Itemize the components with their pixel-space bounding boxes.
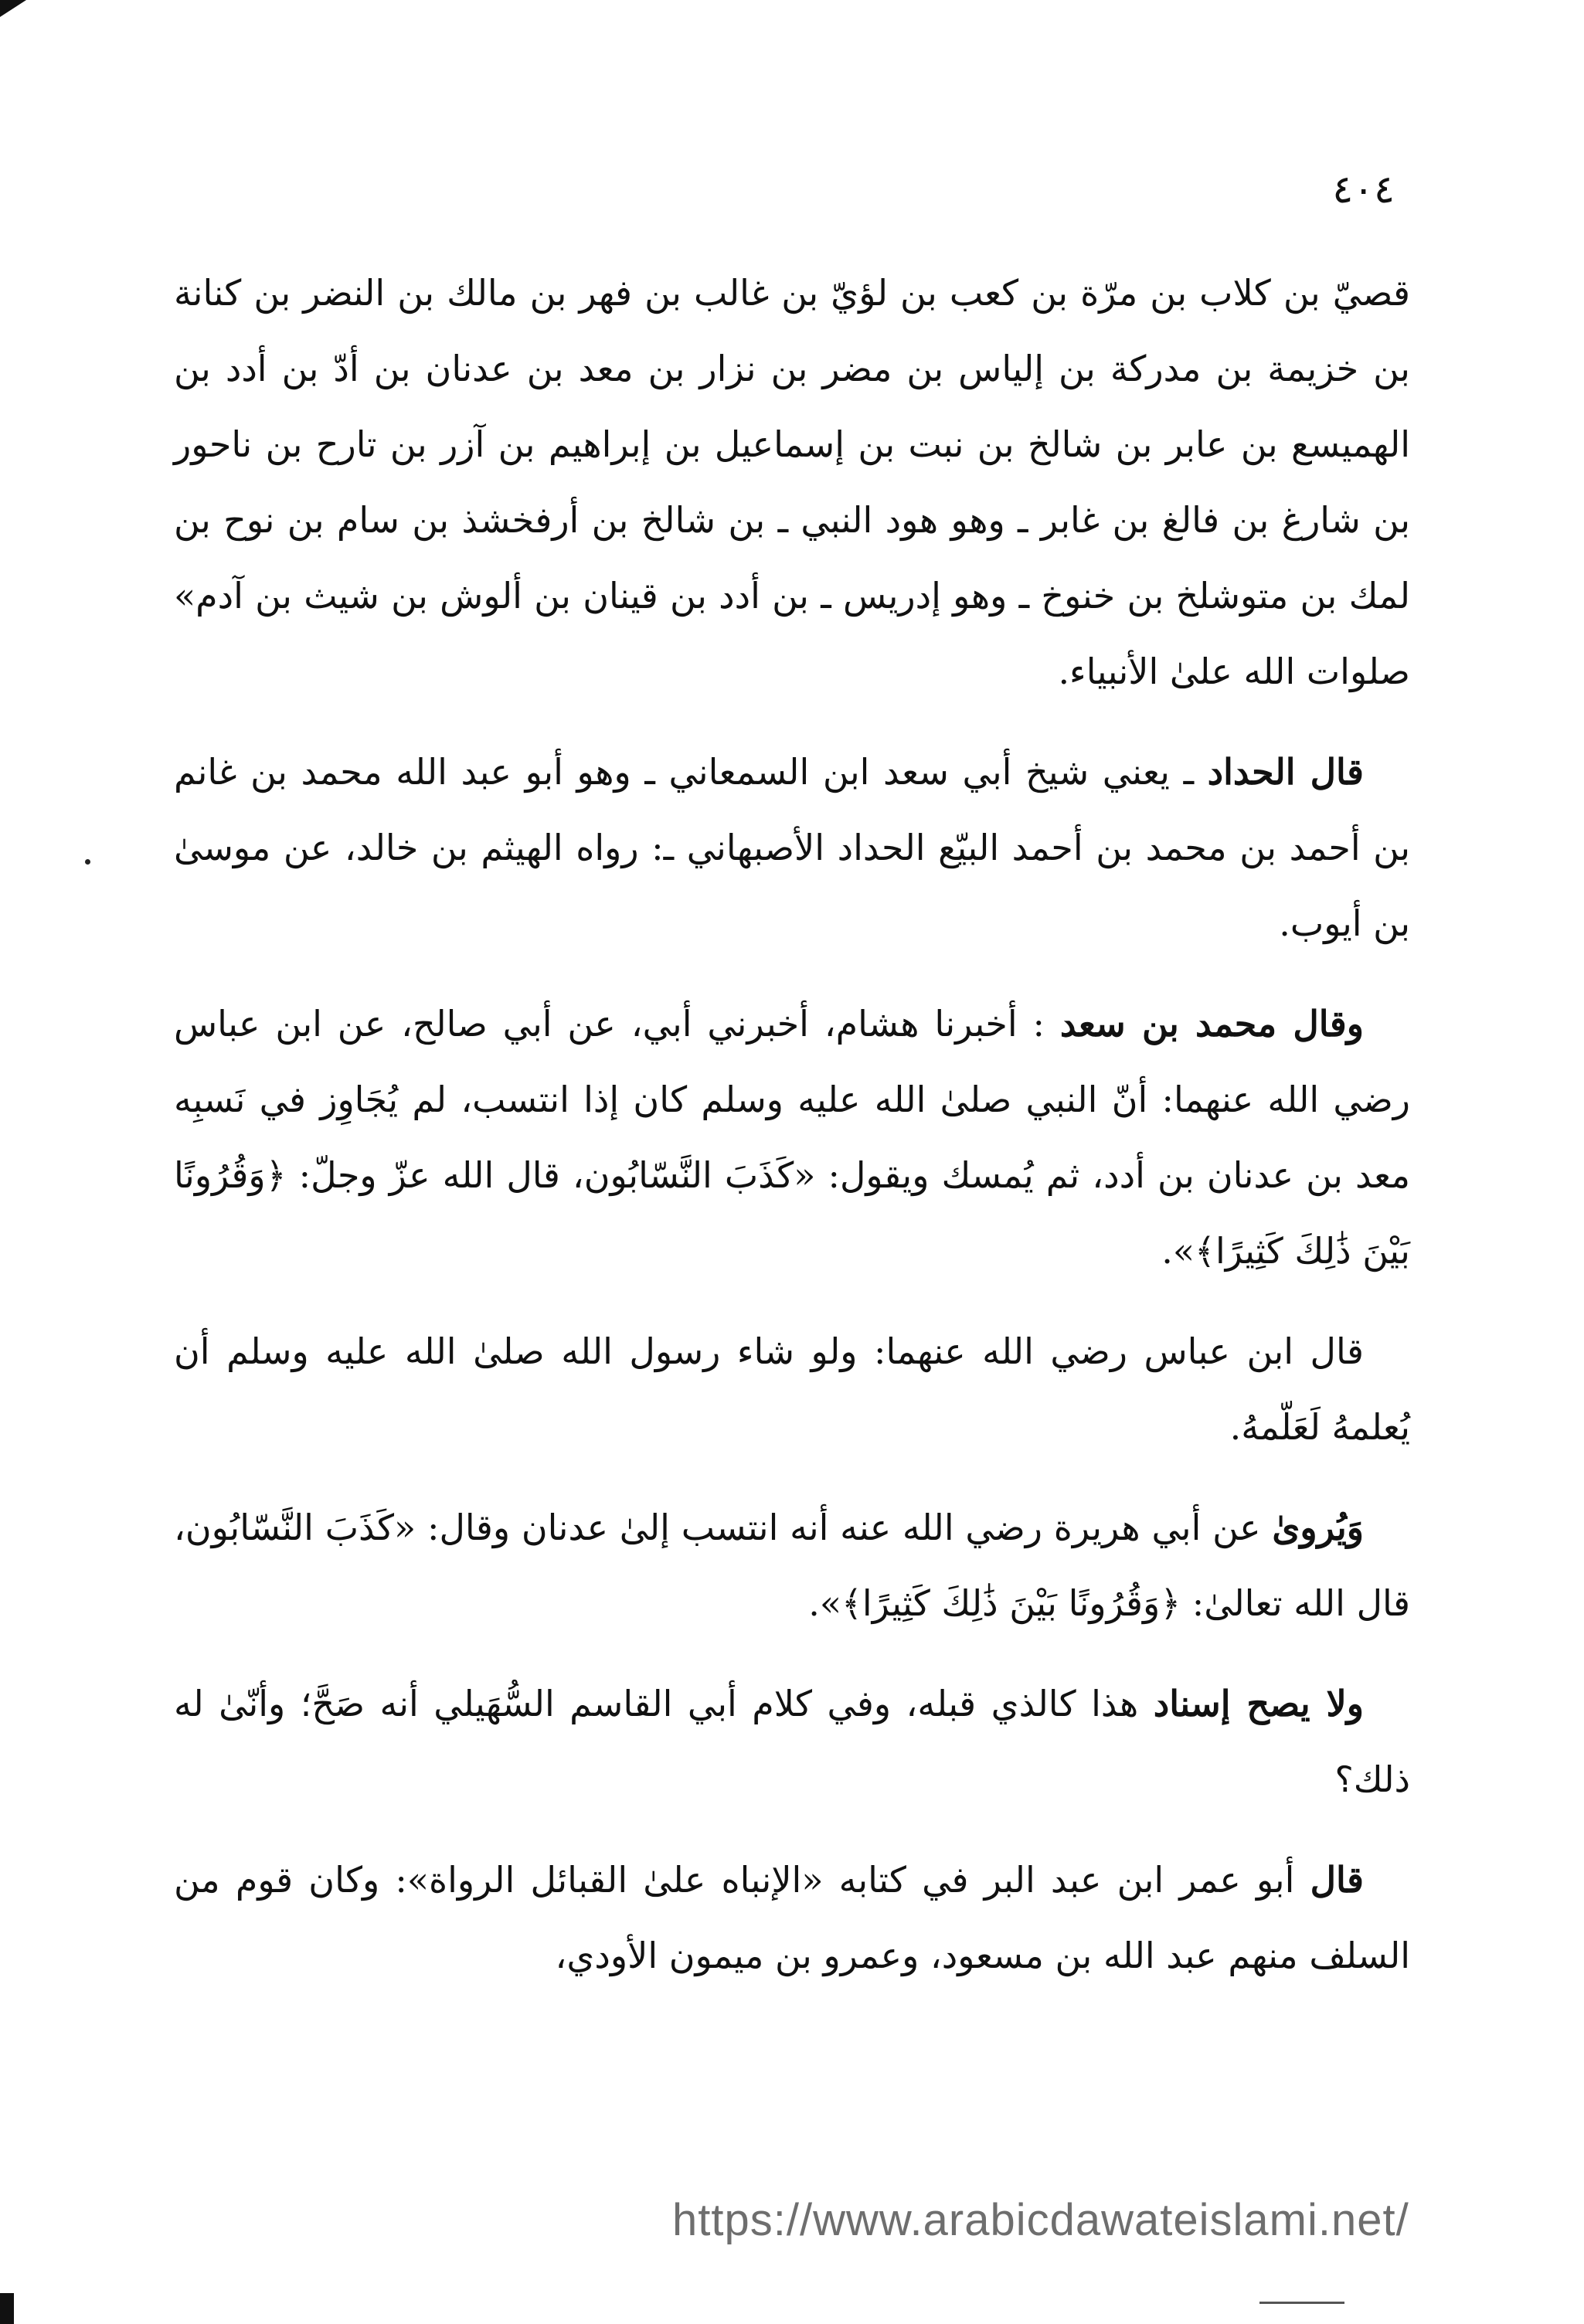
source-url-watermark: https://www.arabicdawateislami.net/	[672, 2195, 1409, 2245]
scan-edge-mark	[0, 2293, 14, 2324]
paragraph-lead: وَيُروىٰ	[1272, 1507, 1364, 1548]
paragraph-lead: ولا يصح إسناد	[1153, 1683, 1364, 1724]
paragraph-lead: قال	[1310, 1859, 1364, 1901]
paragraph-ibn-abd-al-barr	[174, 1842, 1410, 1993]
paragraph-text: ـ يعني شيخ أبي سعد ابن السمعاني ـ وهو أبو عبد الله محمد بن غانم بن أحمد بن محمد بن أحمد البيّع الحداد الأصبهاني ـ: رواه الهيثم بن خالد، عن موسىٰ بن أيوب.	[174, 751, 1410, 944]
paragraph-text: قصيّ بن كلاب بن مرّة بن كعب بن لؤيّ بن غالب بن فهر بن مالك بن النضر بن كنانة بن خزيمة بن مدركة بن إلياس بن مضر بن نزار بن معد بن عدنان بن أدّ بن أدد بن الهميسع بن عابر بن شالخ بن نبت بن إسماعيل بن إبراهيم بن آزر بن تارح بن ناحور بن شارغ بن فالغ بن غابر ـ وهو هود النبي ـ بن شالخ بن أرفخشذ بن سام بن نوح بن لمك بن متوشلخ بن خنوخ ـ وهو إدريس ـ بن أدد بن قينان بن ألوش بن شيث بن آدم» صلوات الله علىٰ الأنبياء.	[174, 272, 1410, 692]
paragraph-abu-hurayra	[174, 1490, 1410, 1641]
paragraph-text: قال ابن عباس رضي الله عنهما: ولو شاء رسول الله صلىٰ الله عليه وسلم أن يُعلمهُ لَعَلّمهُ.	[174, 1330, 1410, 1448]
bottom-rule	[1259, 2302, 1344, 2304]
paragraph-text: عن أبي هريرة رضي الله عنه أنه انتسب إلىٰ عدنان وقال: «كَذَبَ النَّسّابُون، قال الله تعالىٰ: ﴿وَقُرُونًا بَيْنَ ذَٰلِكَ كَثِيرًا﴾».	[174, 1507, 1410, 1624]
paragraph-ibn-saad	[174, 986, 1410, 1289]
page-number: ٤٠٤	[1332, 167, 1395, 212]
body-text	[174, 255, 1410, 2018]
paragraph-text: هذا كالذي قبله، وفي كلام أبي القاسم السُّهَيلي أنه صَحَّ؛ وأنّىٰ له ذلك؟	[174, 1683, 1410, 1800]
paragraph-haddad	[174, 734, 1410, 961]
paragraph-ibn-abbas	[174, 1313, 1410, 1465]
paragraph-lead: قال الحداد	[1207, 751, 1364, 793]
paragraph-isnad	[174, 1666, 1410, 1817]
scan-corner-mark	[0, 0, 26, 17]
paragraph-text: : أخبرنا هشام، أخبرني أبي، عن أبي صالح، عن ابن عباس رضي الله عنهما: أنّ النبي صلىٰ الله عليه وسلم كان إذا انتسب، لم يُجَاوِز في نَسبِه معد بن عدنان بن أدد، ثم يُمسك ويقول: «كَذَبَ النَّسّابُون، قال الله عزّ وجلّ: ﴿وَقُرُونًا بَيْنَ ذَٰلِكَ كَثِيرًا﴾».	[174, 1003, 1410, 1272]
paragraph-text: أبو عمر ابن عبد البر في كتابه «الإنباه علىٰ القبائل الرواة»: وكان قوم من السلف منهم عبد الله بن مسعود، وعمرو بن ميمون الأودي،	[174, 1859, 1410, 1976]
paragraph-genealogy	[174, 255, 1410, 709]
scan-speck	[85, 859, 90, 865]
paragraph-lead: وقال محمد بن سعد	[1059, 1003, 1364, 1045]
